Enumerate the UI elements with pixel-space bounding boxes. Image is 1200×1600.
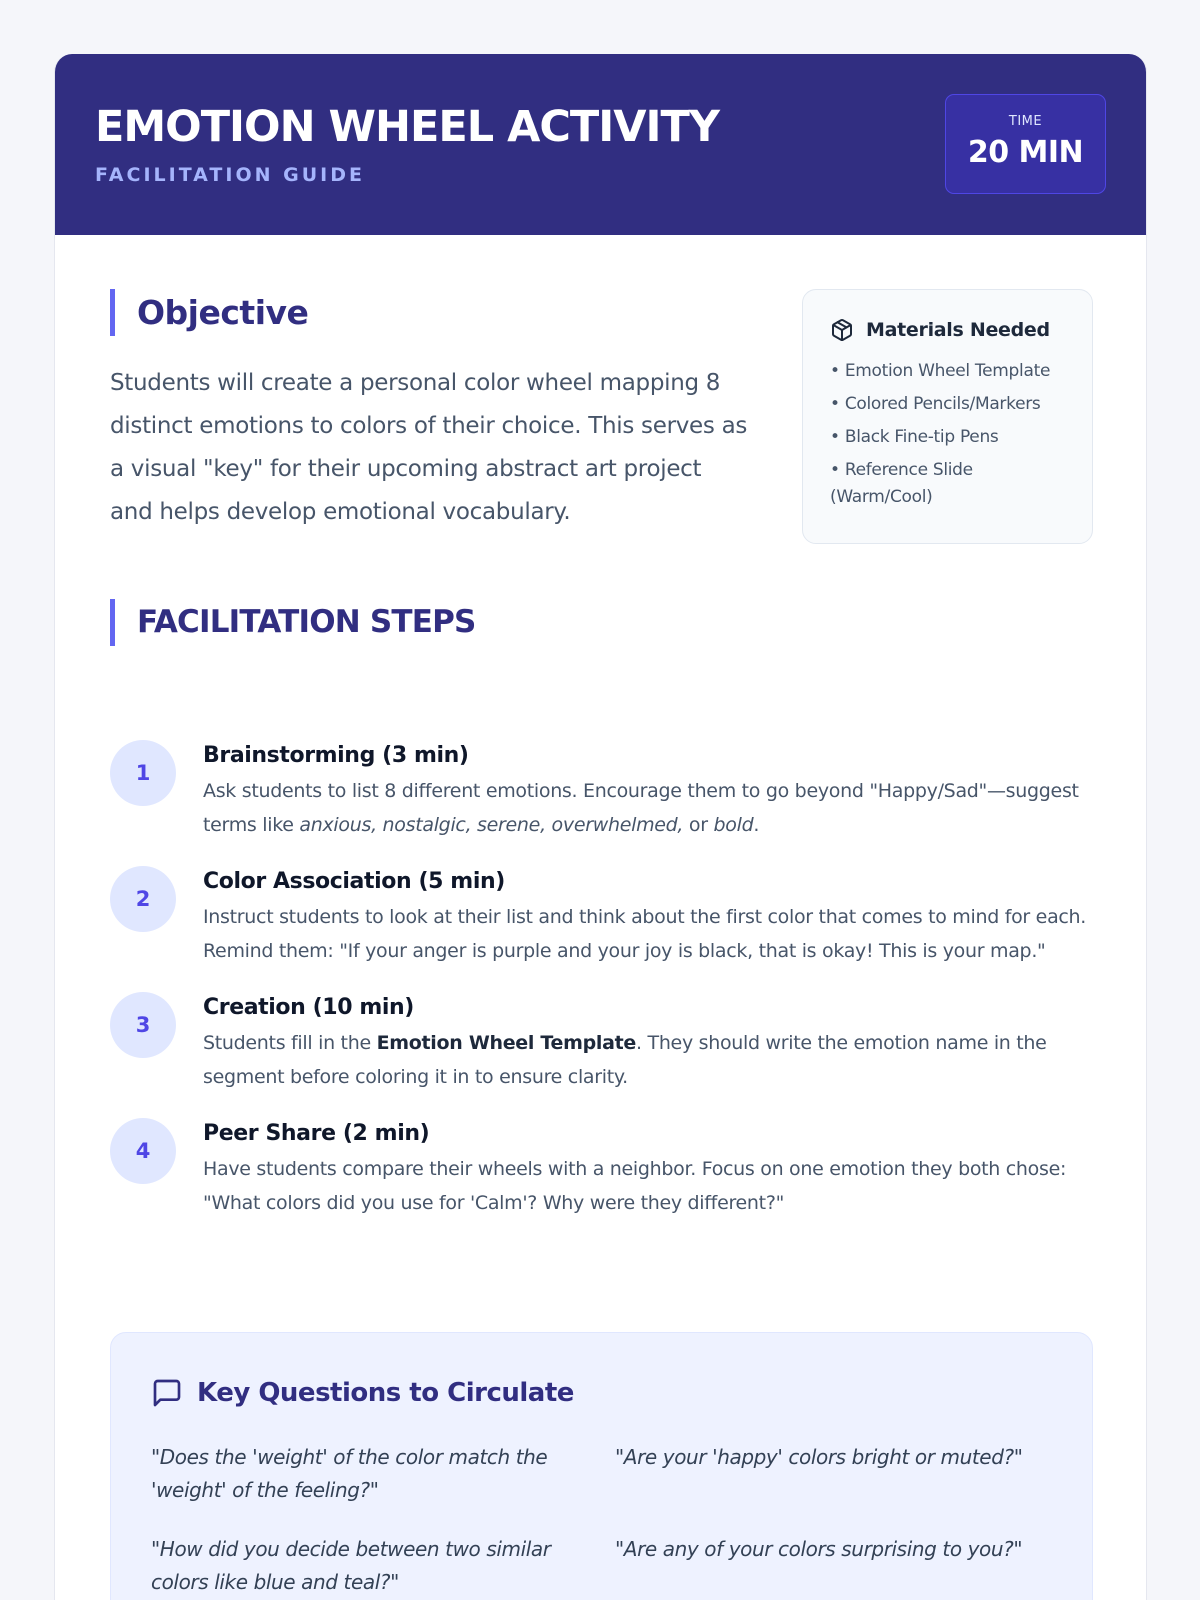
step-desc-emphasis: anxious, nostalgic, serene, overwhelmed, xyxy=(299,813,684,836)
question-item: "How did you decide between two similar colors like blue and teal?" xyxy=(151,1537,551,1594)
step-item xyxy=(110,866,1090,968)
question-item: "Does the 'weight' of the color match the 'weight' of the feeling?" xyxy=(151,1445,548,1502)
chat-bubble-icon xyxy=(151,1377,183,1409)
page-subtitle: FACILITATION GUIDE xyxy=(95,164,365,186)
step-title: Brainstorming (3 min) xyxy=(203,743,469,768)
question-item: "Are any of your colors surprising to you?" xyxy=(615,1537,1023,1561)
step-desc-text: Students fill in the xyxy=(203,1032,377,1054)
objective-text: Students will create a personal color wheel mapping 8 distinct emotions to colors of their choice. This serves as a visual "key" for their upcoming abstract art project and helps develop emotional vocabulary. xyxy=(110,370,748,525)
step-number: 2 xyxy=(110,866,176,932)
materials-title xyxy=(830,318,1066,342)
step-title: Creation (10 min) xyxy=(203,995,414,1020)
time-badge xyxy=(945,94,1106,194)
steps-heading: FACILITATION STEPS xyxy=(110,599,476,646)
time-value: 20 MIN xyxy=(967,135,1084,170)
step-item xyxy=(110,1118,1090,1220)
guide-card xyxy=(54,54,1147,1600)
step-description xyxy=(203,775,1090,842)
step-item xyxy=(110,992,1090,1094)
key-questions-panel xyxy=(110,1332,1093,1600)
list-item: • Emotion Wheel Template xyxy=(830,361,1051,381)
header xyxy=(55,54,1146,235)
materials-list xyxy=(830,358,1066,511)
objective-heading: Objective xyxy=(110,289,308,336)
step-desc-text: Ask students to list 8 different emotions. Encourage them to go beyond "Happy/Sad"—suggest terms like xyxy=(203,780,1079,836)
list-item: • Black Fine-tip Pens xyxy=(830,427,999,447)
step-desc-strong: Emotion Wheel Template xyxy=(376,1032,637,1054)
questions-title-text: Key Questions to Circulate xyxy=(197,1378,574,1408)
questions-grid xyxy=(151,1441,1052,1599)
step-description xyxy=(203,1027,1090,1094)
list-item: • Reference Slide (Warm/Cool) xyxy=(830,460,973,507)
page-title: EMOTION WHEEL ACTIVITY xyxy=(95,102,720,152)
step-desc-text: . xyxy=(753,813,760,836)
step-number: 1 xyxy=(110,740,176,806)
materials-panel xyxy=(802,289,1093,544)
step-desc-emphasis: bold xyxy=(713,813,754,836)
time-label: TIME xyxy=(1008,114,1043,129)
steps-list xyxy=(110,740,1090,1244)
step-desc-text: or xyxy=(683,813,714,836)
step-desc-text: Instruct students to look at their list and think about the first color that comes to mind for each. Remind them: "If your anger is purple and your joy is black, that is okay! This is your map." xyxy=(203,906,1087,962)
questions-title xyxy=(151,1377,1052,1409)
step-number: 4 xyxy=(110,1118,176,1184)
materials-title-text: Materials Needed xyxy=(866,319,1050,341)
step-title: Color Association (5 min) xyxy=(203,869,505,894)
step-number: 3 xyxy=(110,992,176,1058)
list-item: • Colored Pencils/Markers xyxy=(830,394,1041,414)
step-desc-text: . They should write the emotion name in the segment before coloring it in to ensure clarity. xyxy=(203,1032,1047,1088)
question-item: "Are your 'happy' colors bright or muted?" xyxy=(615,1445,1023,1469)
step-desc-text: Have students compare their wheels with a neighbor. Focus on one emotion they both chose: "What colors did you use for 'Calm'? Why were they different?" xyxy=(203,1158,1067,1214)
package-icon xyxy=(830,318,854,342)
step-description xyxy=(203,1153,1090,1220)
step-item xyxy=(110,740,1090,842)
step-title: Peer Share (2 min) xyxy=(203,1121,430,1146)
step-description xyxy=(203,901,1090,968)
